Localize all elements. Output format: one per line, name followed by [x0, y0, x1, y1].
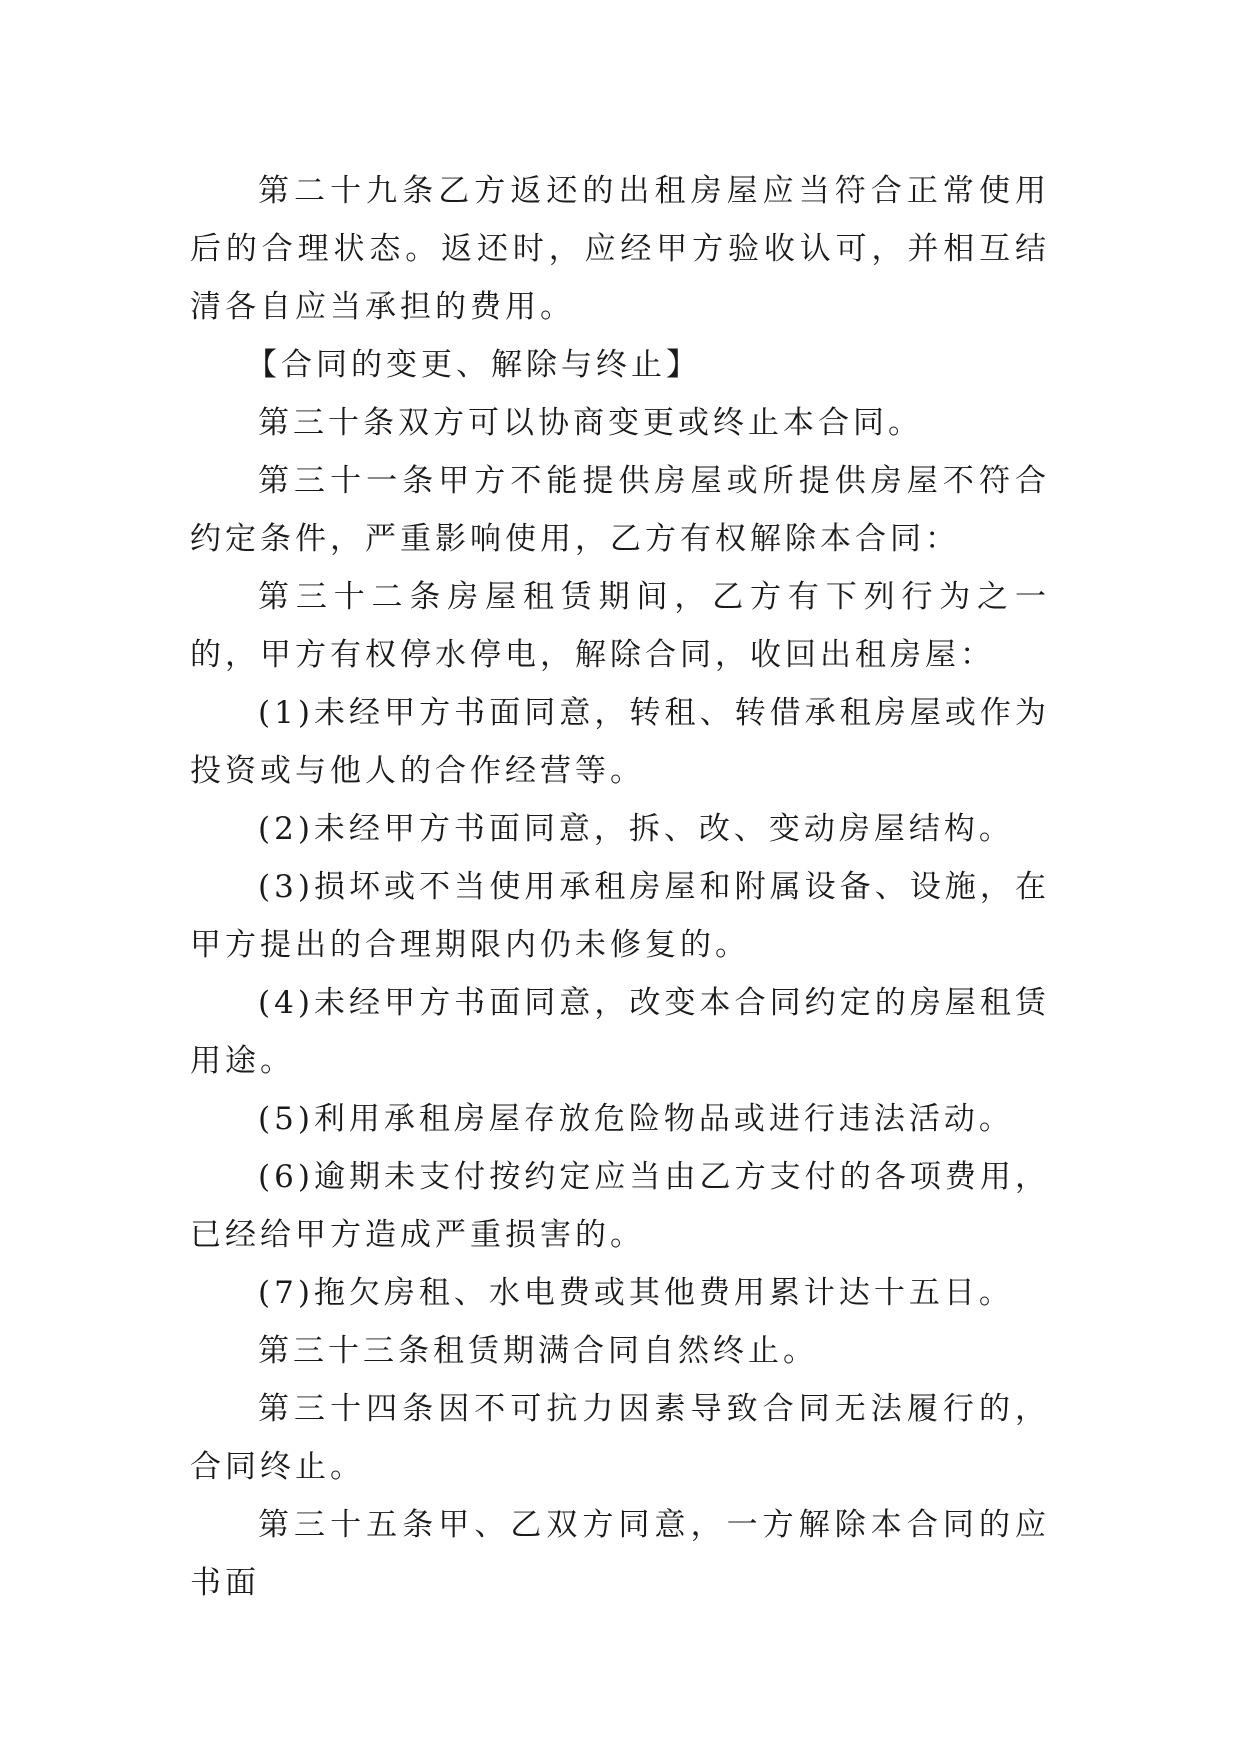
document-body — [190, 162, 1050, 1612]
article-30-paragraph: 第三十条双方可以协商变更或终止本合同。 — [258, 405, 923, 441]
list-item-2: (2)未经甲方书面同意，拆、改、变动房屋结构。 — [258, 811, 1014, 847]
article-29-paragraph: 第二十九条乙方返还的出租房屋应当符合正常使用后的合理状态。返还时，应经甲方验收认可，并相互结清各自应当承担的费用。 — [190, 173, 1050, 325]
article-34-paragraph: 第三十四条因不可抗力因素导致合同无法履行的，合同终止。 — [190, 1391, 1050, 1485]
article-33-paragraph: 第三十三条租赁期满合同自然终止。 — [258, 1333, 818, 1369]
list-item-3: (3)损坏或不当使用承租房屋和附属设备、设施，在甲方提出的合理期限内仍未修复的。 — [190, 869, 1050, 963]
list-item-4: (4)未经甲方书面同意，改变本合同约定的房屋租赁用途。 — [190, 985, 1050, 1079]
list-item-7: (7)拖欠房租、水电费或其他费用累计达十五日。 — [258, 1275, 1014, 1311]
list-item-5: (5)利用承租房屋存放危险物品或进行违法活动。 — [258, 1101, 1014, 1137]
article-32-paragraph: 第三十二条房屋租赁期间，乙方有下列行为之一的，甲方有权停水停电，解除合同，收回出租房屋： — [190, 579, 1050, 673]
list-item-6: (6)逾期未支付按约定应当由乙方支付的各项费用，已经给甲方造成严重损害的。 — [190, 1159, 1050, 1253]
article-31-paragraph: 第三十一条甲方不能提供房屋或所提供房屋不符合约定条件，严重影响使用，乙方有权解除本合同： — [190, 463, 1050, 557]
article-35-paragraph: 第三十五条甲、乙双方同意，一方解除本合同的应书面 — [190, 1507, 1050, 1601]
list-item-1: (1)未经甲方书面同意，转租、转借承租房屋或作为投资或与他人的合作经营等。 — [190, 695, 1050, 789]
section-heading: 【合同的变更、解除与终止】 — [246, 347, 701, 383]
